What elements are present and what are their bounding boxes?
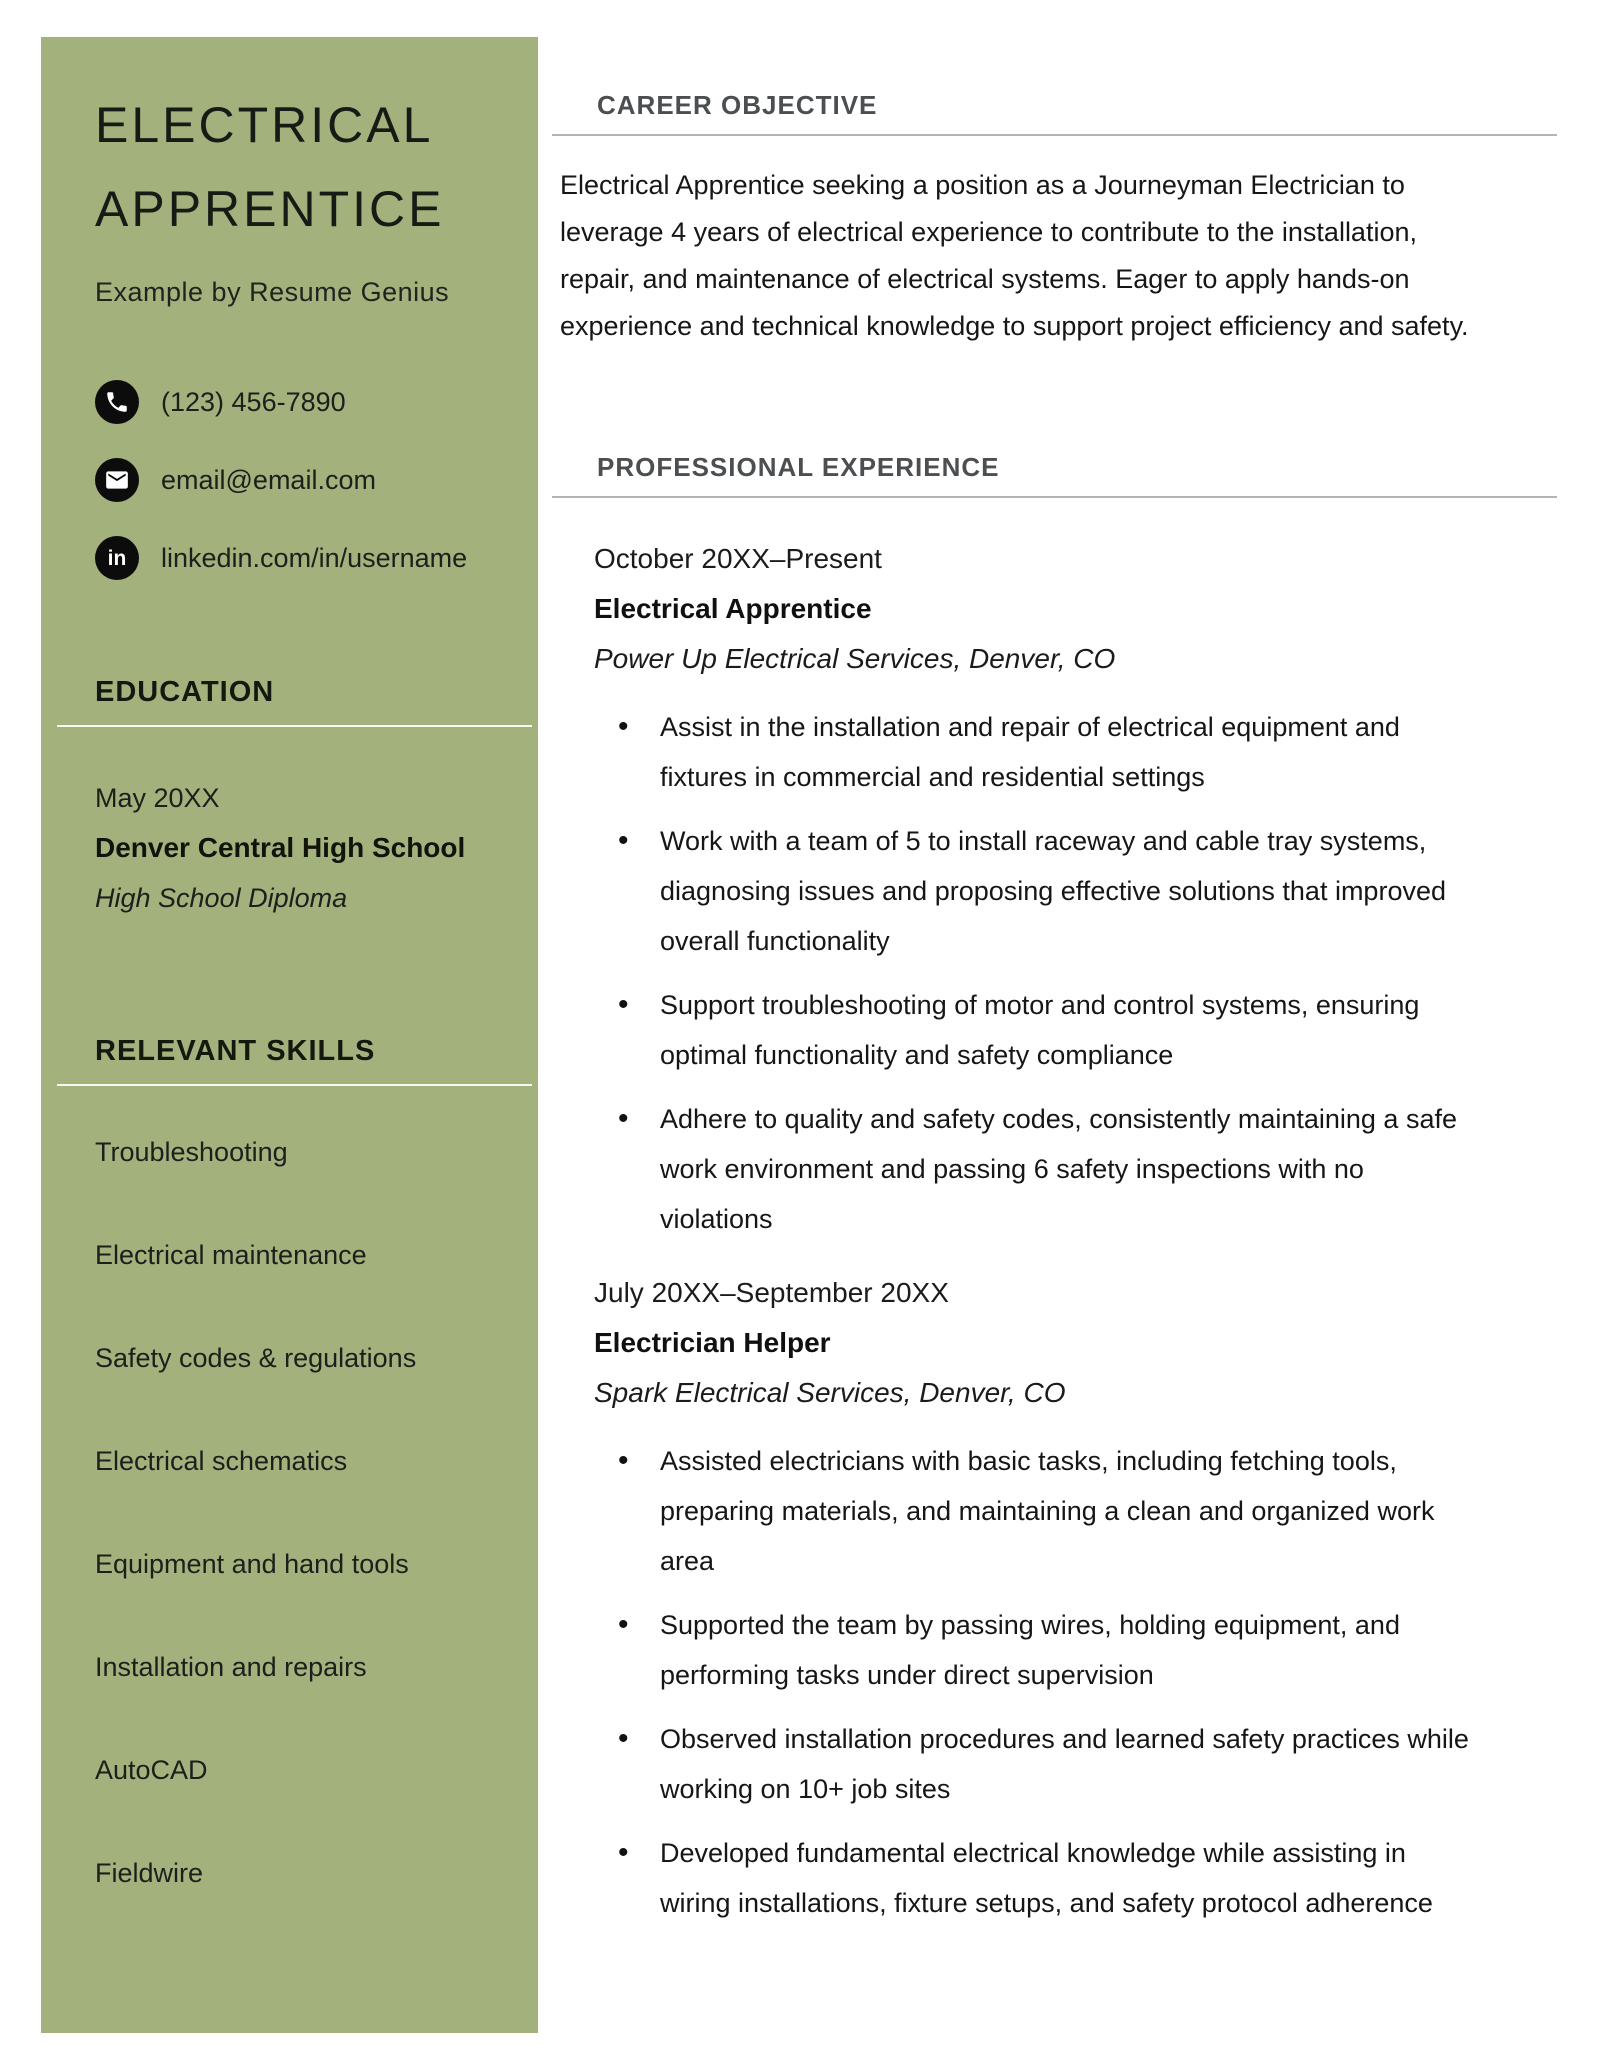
education-heading: EDUCATION <box>95 676 275 708</box>
career-objective-text: Electrical Apprentice seeking a position as a Journeyman Electrician to leverage 4 years of electrical experience to contribute to the installation, repair, and maintenance of electrical systems. Eager to apply hands-on experience and technical knowledge to support project efficiency and safety. <box>560 170 1469 341</box>
job-bullet: • Developed fundamental electrical knowledge while assisting in wiring installations, fixture setups, and safety protocol adherence <box>594 1828 1480 1928</box>
skills-list <box>95 1136 502 1889</box>
job-bullet: • Adhere to quality and safety codes, consistently maintaining a safe work environment and passing 6 safety inspections with no violations <box>594 1094 1480 1244</box>
skill-item: Fieldwire <box>95 1858 204 1888</box>
job-bullet: • Work with a team of 5 to install raceway and cable tray systems, diagnosing issues and proposing effective solutions that improved overall functionality <box>594 816 1480 966</box>
skill-item: Troubleshooting <box>95 1137 288 1167</box>
job-bullet: • Supported the team by passing wires, holding equipment, and performing tasks under direct supervision <box>594 1600 1480 1700</box>
job-2-bullets <box>594 1436 1557 1928</box>
resume-subtitle: Example by Resume Genius <box>95 277 450 307</box>
linkedin-icon: in <box>95 536 139 580</box>
skill-item: Installation and repairs <box>95 1652 367 1682</box>
education-section <box>95 676 502 923</box>
job-2-dates: July 20XX–September 20XX <box>594 1277 949 1308</box>
contact-row-phone <box>95 380 502 424</box>
contact-section <box>95 380 502 580</box>
job-1-dates: October 20XX–Present <box>594 543 882 574</box>
professional-experience-divider <box>552 496 1557 498</box>
email-icon <box>95 458 139 502</box>
career-objective-divider <box>552 134 1557 136</box>
candidate-name-line2: APPRENTICE <box>95 181 445 237</box>
sidebar <box>41 37 538 2033</box>
skills-heading: RELEVANT SKILLS <box>95 1035 376 1067</box>
job-entry-2 <box>594 1268 1557 1928</box>
job-bullet: • Support troubleshooting of motor and control systems, ensuring optimal functionality and safety compliance <box>594 980 1480 1080</box>
job-entry-1 <box>594 534 1557 1244</box>
job-2-company: Spark Electrical Services, Denver, CO <box>594 1377 1066 1408</box>
job-bullet: • Assist in the installation and repair of electrical equipment and fixtures in commercial and residential settings <box>594 702 1480 802</box>
candidate-name <box>95 83 502 251</box>
job-bullet: • Assisted electricians with basic tasks, including fetching tools, preparing materials, and maintaining a clean and organized work area <box>594 1436 1480 1586</box>
phone-number: (123) 456-7890 <box>161 386 346 417</box>
professional-experience-section <box>552 450 1557 1928</box>
education-entry <box>95 773 502 923</box>
job-1-bullets <box>594 702 1557 1244</box>
education-school: Denver Central High School <box>95 832 466 863</box>
linkedin-url: linkedin.com/in/username <box>161 542 468 573</box>
job-1-company: Power Up Electrical Services, Denver, CO <box>594 643 1116 674</box>
professional-experience-heading: PROFESSIONAL EXPERIENCE <box>597 452 1000 482</box>
main-column <box>552 0 1557 1942</box>
education-degree: High School Diploma <box>95 883 348 913</box>
contact-row-email <box>95 458 502 502</box>
skills-section <box>95 1035 502 1889</box>
job-2-title: Electrician Helper <box>594 1327 831 1358</box>
skill-item: AutoCAD <box>95 1755 208 1785</box>
education-divider <box>57 725 532 727</box>
skill-item: Safety codes & regulations <box>95 1343 417 1373</box>
job-bullet: • Observed installation procedures and learned safety practices while working on 10+ job sites <box>594 1714 1480 1814</box>
job-1-title: Electrical Apprentice <box>594 593 872 624</box>
skill-item: Equipment and hand tools <box>95 1549 409 1579</box>
career-objective-section <box>552 88 1557 350</box>
candidate-name-line1: ELECTRICAL <box>95 97 434 153</box>
skill-item: Electrical maintenance <box>95 1240 367 1270</box>
education-date: May 20XX <box>95 783 220 813</box>
skills-divider <box>57 1084 532 1086</box>
skill-item: Electrical schematics <box>95 1446 348 1476</box>
career-objective-heading: CAREER OBJECTIVE <box>597 90 878 120</box>
phone-icon <box>95 380 139 424</box>
contact-row-linkedin <box>95 536 502 580</box>
email-address: email@email.com <box>161 464 376 495</box>
